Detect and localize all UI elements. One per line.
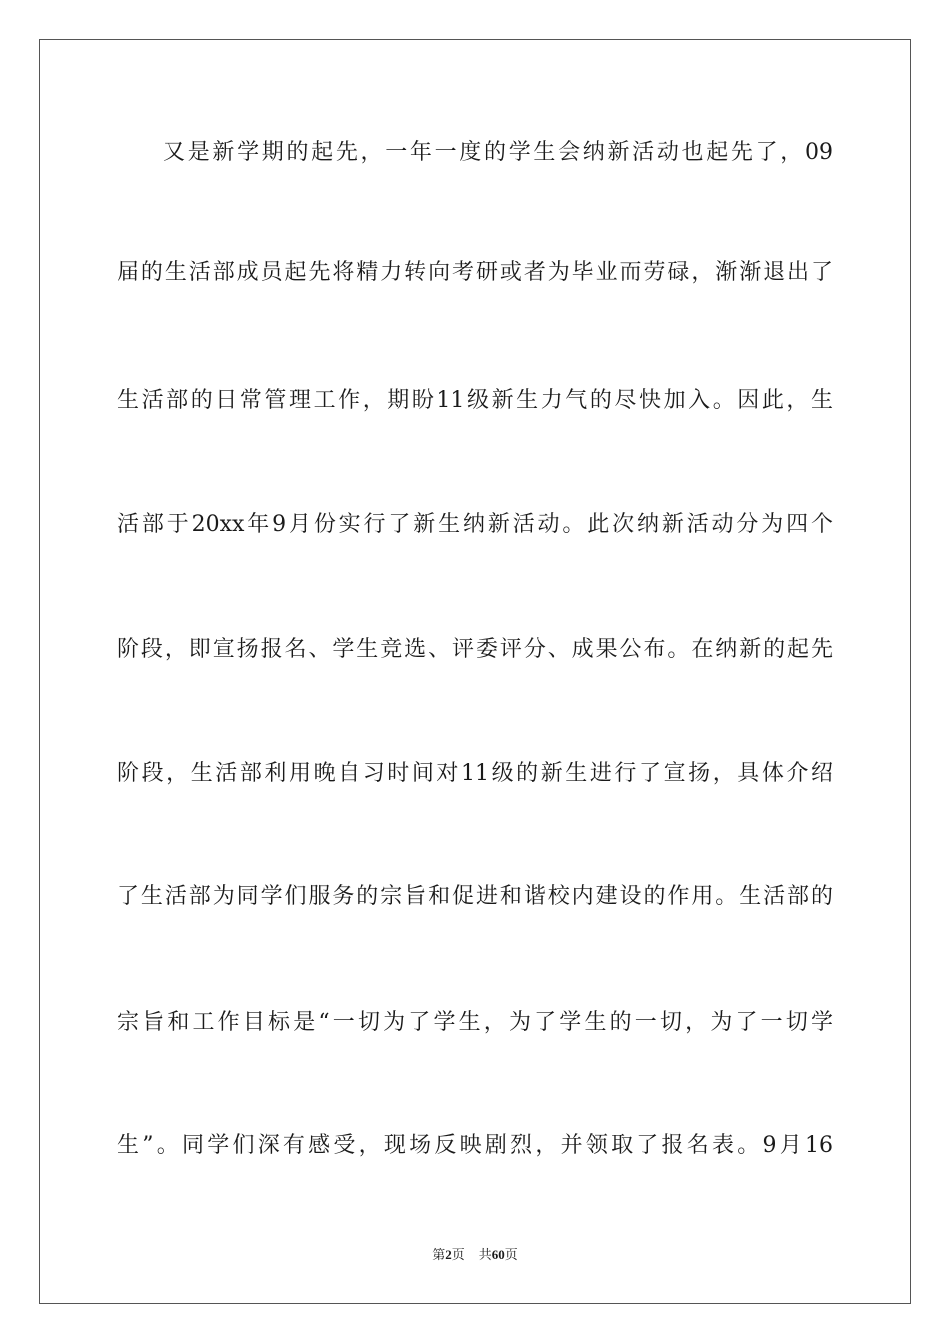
page-footer — [0, 1246, 950, 1265]
page-suffix: 页 — [451, 1248, 465, 1263]
paragraph-line-9: 生”。同学们深有感受，现场反映剧烈，并领取了报名表。9月16 — [117, 1133, 833, 1158]
page-border — [39, 39, 911, 1304]
paragraph-line-3: 生活部的日常管理工作，期盼11级新生力气的尽快加入。因此，生 — [117, 388, 833, 413]
page-prefix: 第 — [432, 1248, 446, 1263]
paragraph-line-5: 阶段，即宣扬报名、学生竞选、评委评分、成果公布。在纳新的起先 — [117, 637, 833, 662]
paragraph-line-1: 又是新学期的起先，一年一度的学生会纳新活动也起先了，09 — [163, 140, 833, 165]
paragraph-line-2: 届的生活部成员起先将精力转向考研或者为毕业而劳碌，渐渐退出了 — [117, 260, 833, 285]
page-number: 2 — [445, 1247, 452, 1262]
total-suffix: 页 — [504, 1248, 518, 1263]
total-pages: 60 — [491, 1247, 505, 1262]
total-prefix: 共 — [478, 1248, 492, 1263]
paragraph-line-7: 了生活部为同学们服务的宗旨和促进和谐校内建设的作用。生活部的 — [117, 884, 833, 909]
paragraph-line-8: 宗旨和工作目标是“一切为了学生，为了学生的一切，为了一切学 — [117, 1010, 833, 1035]
paragraph-line-4: 活部于20xx年9月份实行了新生纳新活动。此次纳新活动分为四个 — [117, 512, 833, 537]
paragraph-line-6: 阶段，生活部利用晚自习时间对11级的新生进行了宣扬，具体介绍 — [117, 761, 833, 786]
